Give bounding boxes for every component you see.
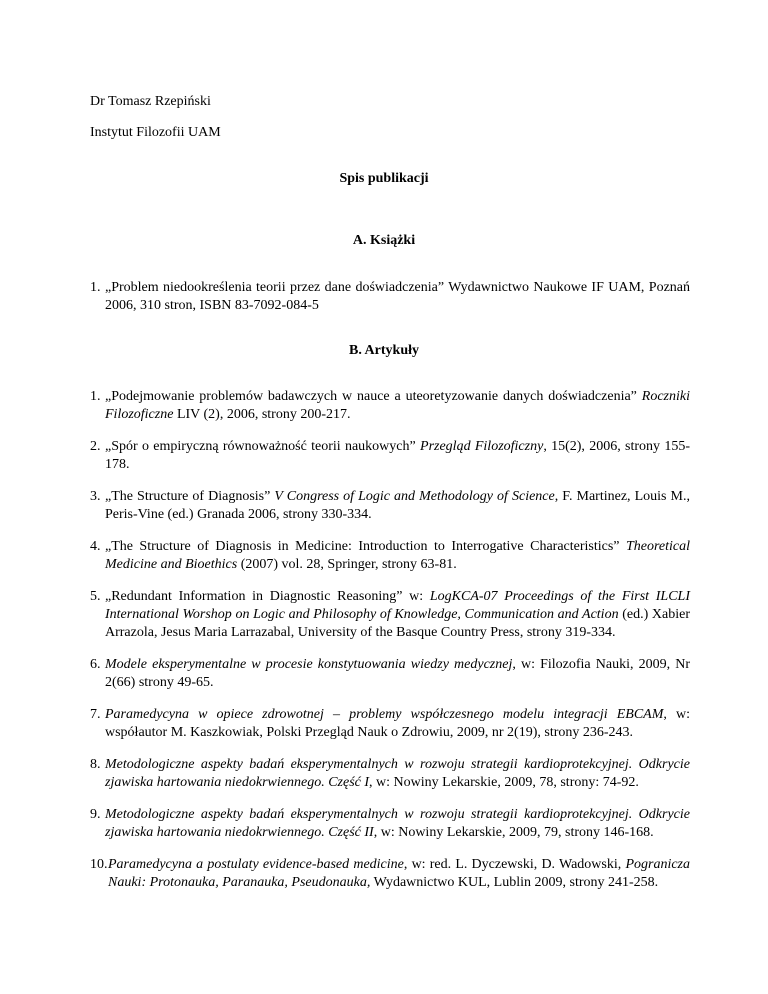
item-text: „Spór o empiryczną równoważność teorii naukowych” <box>105 439 421 454</box>
item-details: , F. Martinez, Louis M., Peris-Vine (ed.) Granada 2006, strony 330-334. <box>105 489 690 522</box>
item-source: Pogranicza Nauki: Protonauka, Paranauka, Pseudonauka, <box>108 857 690 890</box>
item-number: 1. <box>90 280 101 295</box>
list-item <box>90 538 690 574</box>
section-b-title: B. Artykuły <box>348 343 419 358</box>
item-title: Metodologiczne aspekty badań eksperymentalnych w rozwoju strategii kardioprotekcyjnej. Odkrycie zjawiska hartowania niedokrwiennego. Część II <box>105 807 690 840</box>
books-list <box>90 279 690 315</box>
list-item <box>90 279 690 315</box>
item-text: „Problem niedookreślenia teorii przez dane doświadczenia” Wydawnictwo Naukowe IF UAM, Poznań 2006, 310 stron, ISBN 83-7092-084-5 <box>105 280 690 313</box>
item-details: LIV (2), 2006, strony 200-217. <box>173 407 351 422</box>
item-title: Paramedycyna w opiece zdrowotnej – problemy współczesnego modelu integracji EBCAM <box>105 707 664 722</box>
item-details: Wydawnictwo KUL, Lublin 2009, strony 241-258. <box>370 875 659 890</box>
item-details: , 15(2), 2006, strony 155-178. <box>105 439 690 472</box>
item-number: 8. <box>90 757 101 772</box>
item-text: „The Structure of Diagnosis” <box>105 489 275 504</box>
item-details: , w: Nowiny Lekarskie, 2009, 79, strony 146-168. <box>373 825 654 840</box>
item-number: 5. <box>90 589 101 604</box>
item-details: , w: Filozofia Nauki, 2009, Nr 2(66) strony 49-65. <box>105 657 690 690</box>
item-number: 4. <box>90 539 101 554</box>
item-details: , w: Nowiny Lekarskie, 2009, 78, strony: 74-92. <box>369 775 639 790</box>
author-institute: Instytut Filozofii UAM <box>90 125 221 140</box>
item-source: Przegląd Filozoficzny <box>420 439 544 454</box>
list-item <box>90 588 690 642</box>
list-item <box>90 388 690 424</box>
item-title: Metodologiczne aspekty badań eksperymentalnych w rozwoju strategii kardioprotekcyjnej. Odkrycie zjawiska hartowania niedokrwiennego. Część I <box>105 757 690 790</box>
item-details: , w: red. L. Dyczewski, D. Wadowski, <box>403 857 626 872</box>
articles-list <box>90 388 690 892</box>
section-a-title: A. Książki <box>352 233 416 248</box>
list-item <box>90 656 690 692</box>
list-item <box>90 488 690 524</box>
item-text: „Podejmowanie problemów badawczych w nauce a uteoretyzowanie danych doświadczenia” <box>105 389 642 404</box>
list-item <box>90 706 690 742</box>
item-details: (ed.) Xabier Arrazola, Jesus Maria Larrazabal, University of the Basque Country Press, strony 319-334. <box>105 607 690 640</box>
item-number: 9. <box>90 807 101 822</box>
item-details: (2007) vol. 28, Springer, strony 63-81. <box>237 557 457 572</box>
item-title: Paramedycyna a postulaty evidence-based medicine <box>108 857 404 872</box>
page-title: Spis publikacji <box>339 171 429 186</box>
list-item <box>90 806 690 842</box>
item-text: „Redundant Information in Diagnostic Reasoning” w: <box>105 589 430 604</box>
list-item <box>90 756 690 792</box>
item-details: , w: współautor M. Kaszkowiak, Polski Przegląd Nauk o Zdrowiu, 2009, nr 2(19), strony 236-243. <box>105 707 690 740</box>
item-title: Modele eksperymentalne w procesie konstytuowania wiedzy medycznej <box>105 657 513 672</box>
item-number: 2. <box>90 439 101 454</box>
item-number: 6. <box>90 657 101 672</box>
item-source: Theoretical Medicine and Bioethics <box>105 539 690 572</box>
item-text: „The Structure of Diagnosis in Medicine: Introduction to Interrogative Characteristics” <box>105 539 626 554</box>
author-name: Dr Tomasz Rzepiński <box>90 94 211 109</box>
list-item <box>90 856 690 892</box>
item-number: 7. <box>90 707 101 722</box>
list-item <box>90 438 690 474</box>
item-source: LogKCA-07 Proceedings of the First ILCLI International Worshop on Logic and Philosophy of Knowledge, Communication and Action <box>105 589 690 622</box>
item-number: 1. <box>90 389 101 404</box>
item-number: 3. <box>90 489 101 504</box>
item-source: Roczniki Filozoficzne <box>105 389 690 422</box>
item-source: V Congress of Logic and Methodology of Science <box>274 489 555 504</box>
item-number: 10. <box>90 857 108 872</box>
